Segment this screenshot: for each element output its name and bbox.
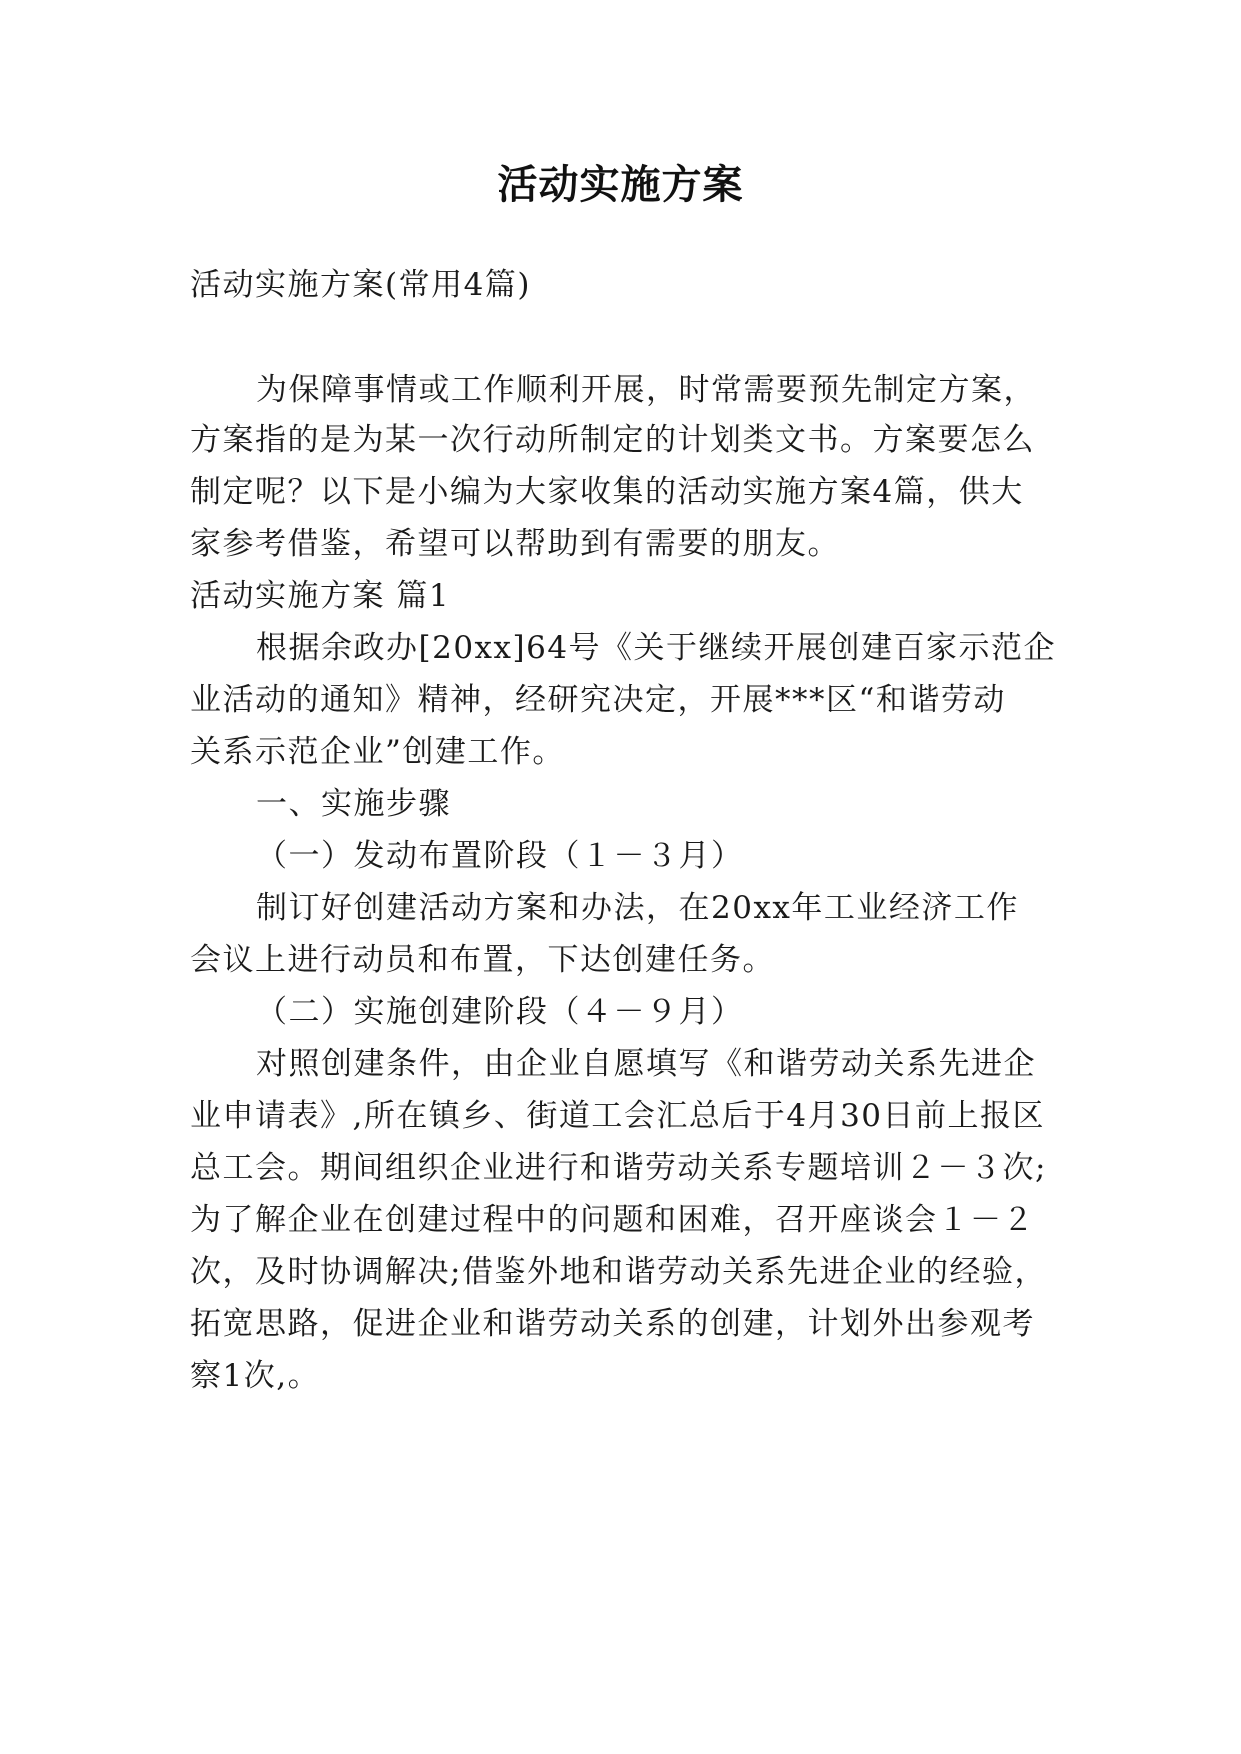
heading-implementation-steps: 一、实施步骤 bbox=[256, 786, 451, 822]
stage2-line-1: 对照创建条件，由企业自愿填写《和谐劳动关系先进企 bbox=[256, 1046, 1036, 1082]
section-heading: 活动实施方案 篇1 bbox=[190, 578, 451, 614]
stage1-line-2: 会议上进行动员和布置，下达创建任务。 bbox=[190, 942, 775, 978]
stage2-line-3: 总工会。期间组织企业进行和谐劳动关系专题培训２－３次; bbox=[190, 1150, 1047, 1186]
intro-line-4: 家参考借鉴，希望可以帮助到有需要的朋友。 bbox=[190, 526, 840, 562]
stage1-line-1: 制订好创建活动方案和办法，在20xx年工业经济工作 bbox=[256, 890, 1019, 926]
heading-stage-1: （一）发动布置阶段（１－３月） bbox=[256, 838, 744, 874]
document-title: 活动实施方案 bbox=[497, 162, 744, 208]
stage2-line-5: 次，及时协调解决;借鉴外地和谐劳动关系先进企业的经验， bbox=[190, 1254, 1047, 1290]
para1-line-1: 根据余政办[20xx]64号《关于继续开展创建百家示范企 bbox=[256, 630, 1057, 666]
para1-line-3: 关系示范企业”创建工作。 bbox=[190, 734, 565, 770]
stage2-line-4: 为了解企业在创建过程中的问题和困难，召开座谈会１－２ bbox=[190, 1202, 1035, 1238]
intro-line-3: 制定呢？以下是小编为大家收集的活动实施方案4篇，供大 bbox=[190, 474, 1024, 510]
heading-stage-2: （二）实施创建阶段（４－９月） bbox=[256, 994, 744, 1030]
intro-line-1: 为保障事情或工作顺利开展，时常需要预先制定方案， bbox=[256, 372, 1036, 408]
intro-line-2: 方案指的是为某一次行动所制定的计划类文书。方案要怎么 bbox=[190, 422, 1035, 458]
stage2-line-2: 业申请表》,所在镇乡、街道工会汇总后于4月30日前上报区 bbox=[190, 1098, 1046, 1134]
document-subtitle: 活动实施方案(常用4篇) bbox=[190, 267, 531, 303]
stage2-line-7: 察1次,。 bbox=[190, 1358, 321, 1394]
para1-line-2: 业活动的通知》精神，经研究决定，开展***区“和谐劳动 bbox=[190, 682, 1006, 718]
stage2-line-6: 拓宽思路，促进企业和谐劳动关系的创建，计划外出参观考 bbox=[190, 1306, 1035, 1342]
